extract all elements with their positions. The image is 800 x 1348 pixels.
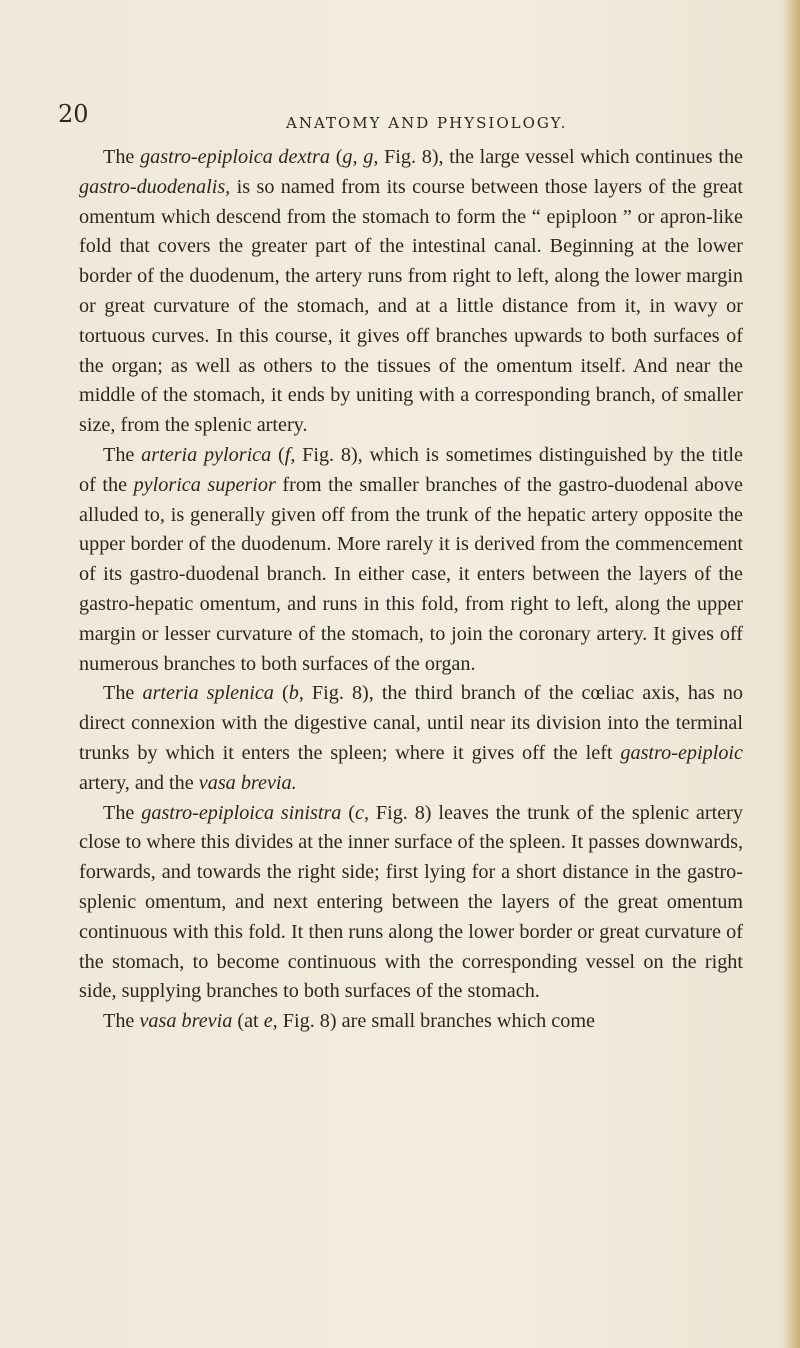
text-run: ( bbox=[341, 801, 355, 824]
text-run: The bbox=[103, 682, 143, 705]
text-run: (at bbox=[232, 1010, 264, 1033]
text-run: is so named from its course between those layers of the great omentum which descend from the stomach to form the “ epiploon ” or apron-like fold that covers the greater part of the intestinal canal. Beginning at the lower border of the duodenum, the artery runs from right to left, along the lower margin or great curvature of the stomach, and at a little distance from it, in wavy or tortuous curves. In this course, it gives off branches upwards to both surfaces of the organ; as well as others to the tissues of the omentum itself. And near the middle of the stomach, it ends by uniting with a corresponding branch, of smaller size, from the splenic artery. bbox=[79, 175, 743, 437]
italic-term: f, bbox=[284, 443, 296, 466]
text-run: from the smaller branches of the gastro-duodenal above alluded to, is generally given off from the trunk of the hepatic artery opposite the upper border of the duodenum. More rarely it is derived from the commencement of its gastro-duodenal branch. In either case, it enters between the layers of the gastro-hepatic omentum, and runs in this fold, from right to left, along the upper margin or lesser curvature of the stomach, to join the coronary artery. It gives off numerous branches to both surfaces of the organ. bbox=[79, 473, 743, 675]
running-head: ANATOMY AND PHYSIOLOGY. bbox=[286, 114, 568, 132]
italic-term: pylorica superior bbox=[133, 473, 276, 496]
italic-term: gastro-epiploica dextra bbox=[140, 146, 331, 168]
text-run: Fig. 8) leaves the trunk of the splenic artery close to where this divides at the inner surface of the spleen. It passes downwards, forwards, and towards the right side; first lying for a short distance in the gastro-splenic omentum, and next entering between the layers of the great omentum continuous with this fold. It then runs along the lower border or great curvature of the stomach, to become continuous with the corresponding vessel on the right side, supplying branches to both surfaces of the stomach. bbox=[79, 801, 743, 1003]
italic-term: gastro-epiploic bbox=[620, 741, 743, 764]
text-run: Fig. 8), which is sometimes distinguished by the title of the bbox=[79, 443, 743, 496]
italic-term: g, g bbox=[342, 146, 374, 168]
italic-term: arteria splenica bbox=[142, 682, 274, 705]
text-run: The bbox=[103, 1010, 140, 1033]
italic-term: gastro-duodenalis, bbox=[79, 175, 231, 198]
text-run: Fig. 8) are small branches which come bbox=[277, 1010, 596, 1033]
italic-term: vasa brevia bbox=[139, 1010, 233, 1033]
italic-term: c, bbox=[354, 801, 369, 824]
body-text bbox=[79, 143, 743, 1037]
text-run: The bbox=[103, 801, 142, 824]
text-run: The bbox=[103, 146, 141, 168]
text-run: ( bbox=[273, 682, 289, 705]
text-run: ( bbox=[330, 146, 343, 168]
paragraph bbox=[79, 441, 743, 679]
italic-term: gastro-epiploica sinistra bbox=[141, 801, 342, 824]
italic-term: arteria pylorica bbox=[141, 443, 272, 466]
italic-term: e, bbox=[263, 1010, 278, 1033]
text-run: , Fig. 8), the large vessel which continues the bbox=[373, 146, 743, 168]
text-run: Fig. 8), the third branch of the cœliac axis, has no direct connexion with the digestive canal, until near its division into the terminal trunks by which it enters the spleen; where it gives off the left bbox=[79, 682, 744, 764]
italic-term: b, bbox=[288, 682, 304, 705]
text-run: The bbox=[103, 443, 142, 466]
paragraph bbox=[79, 1007, 743, 1037]
page-number: 20 bbox=[58, 100, 89, 128]
paragraph bbox=[79, 143, 743, 441]
paragraph bbox=[79, 679, 743, 798]
text-run: artery, and the bbox=[79, 771, 199, 794]
italic-term: vasa brevia. bbox=[198, 771, 297, 794]
page-edge bbox=[782, 0, 800, 1348]
paragraph bbox=[79, 799, 743, 1008]
text-run: ( bbox=[271, 443, 285, 466]
page-header bbox=[58, 100, 748, 134]
